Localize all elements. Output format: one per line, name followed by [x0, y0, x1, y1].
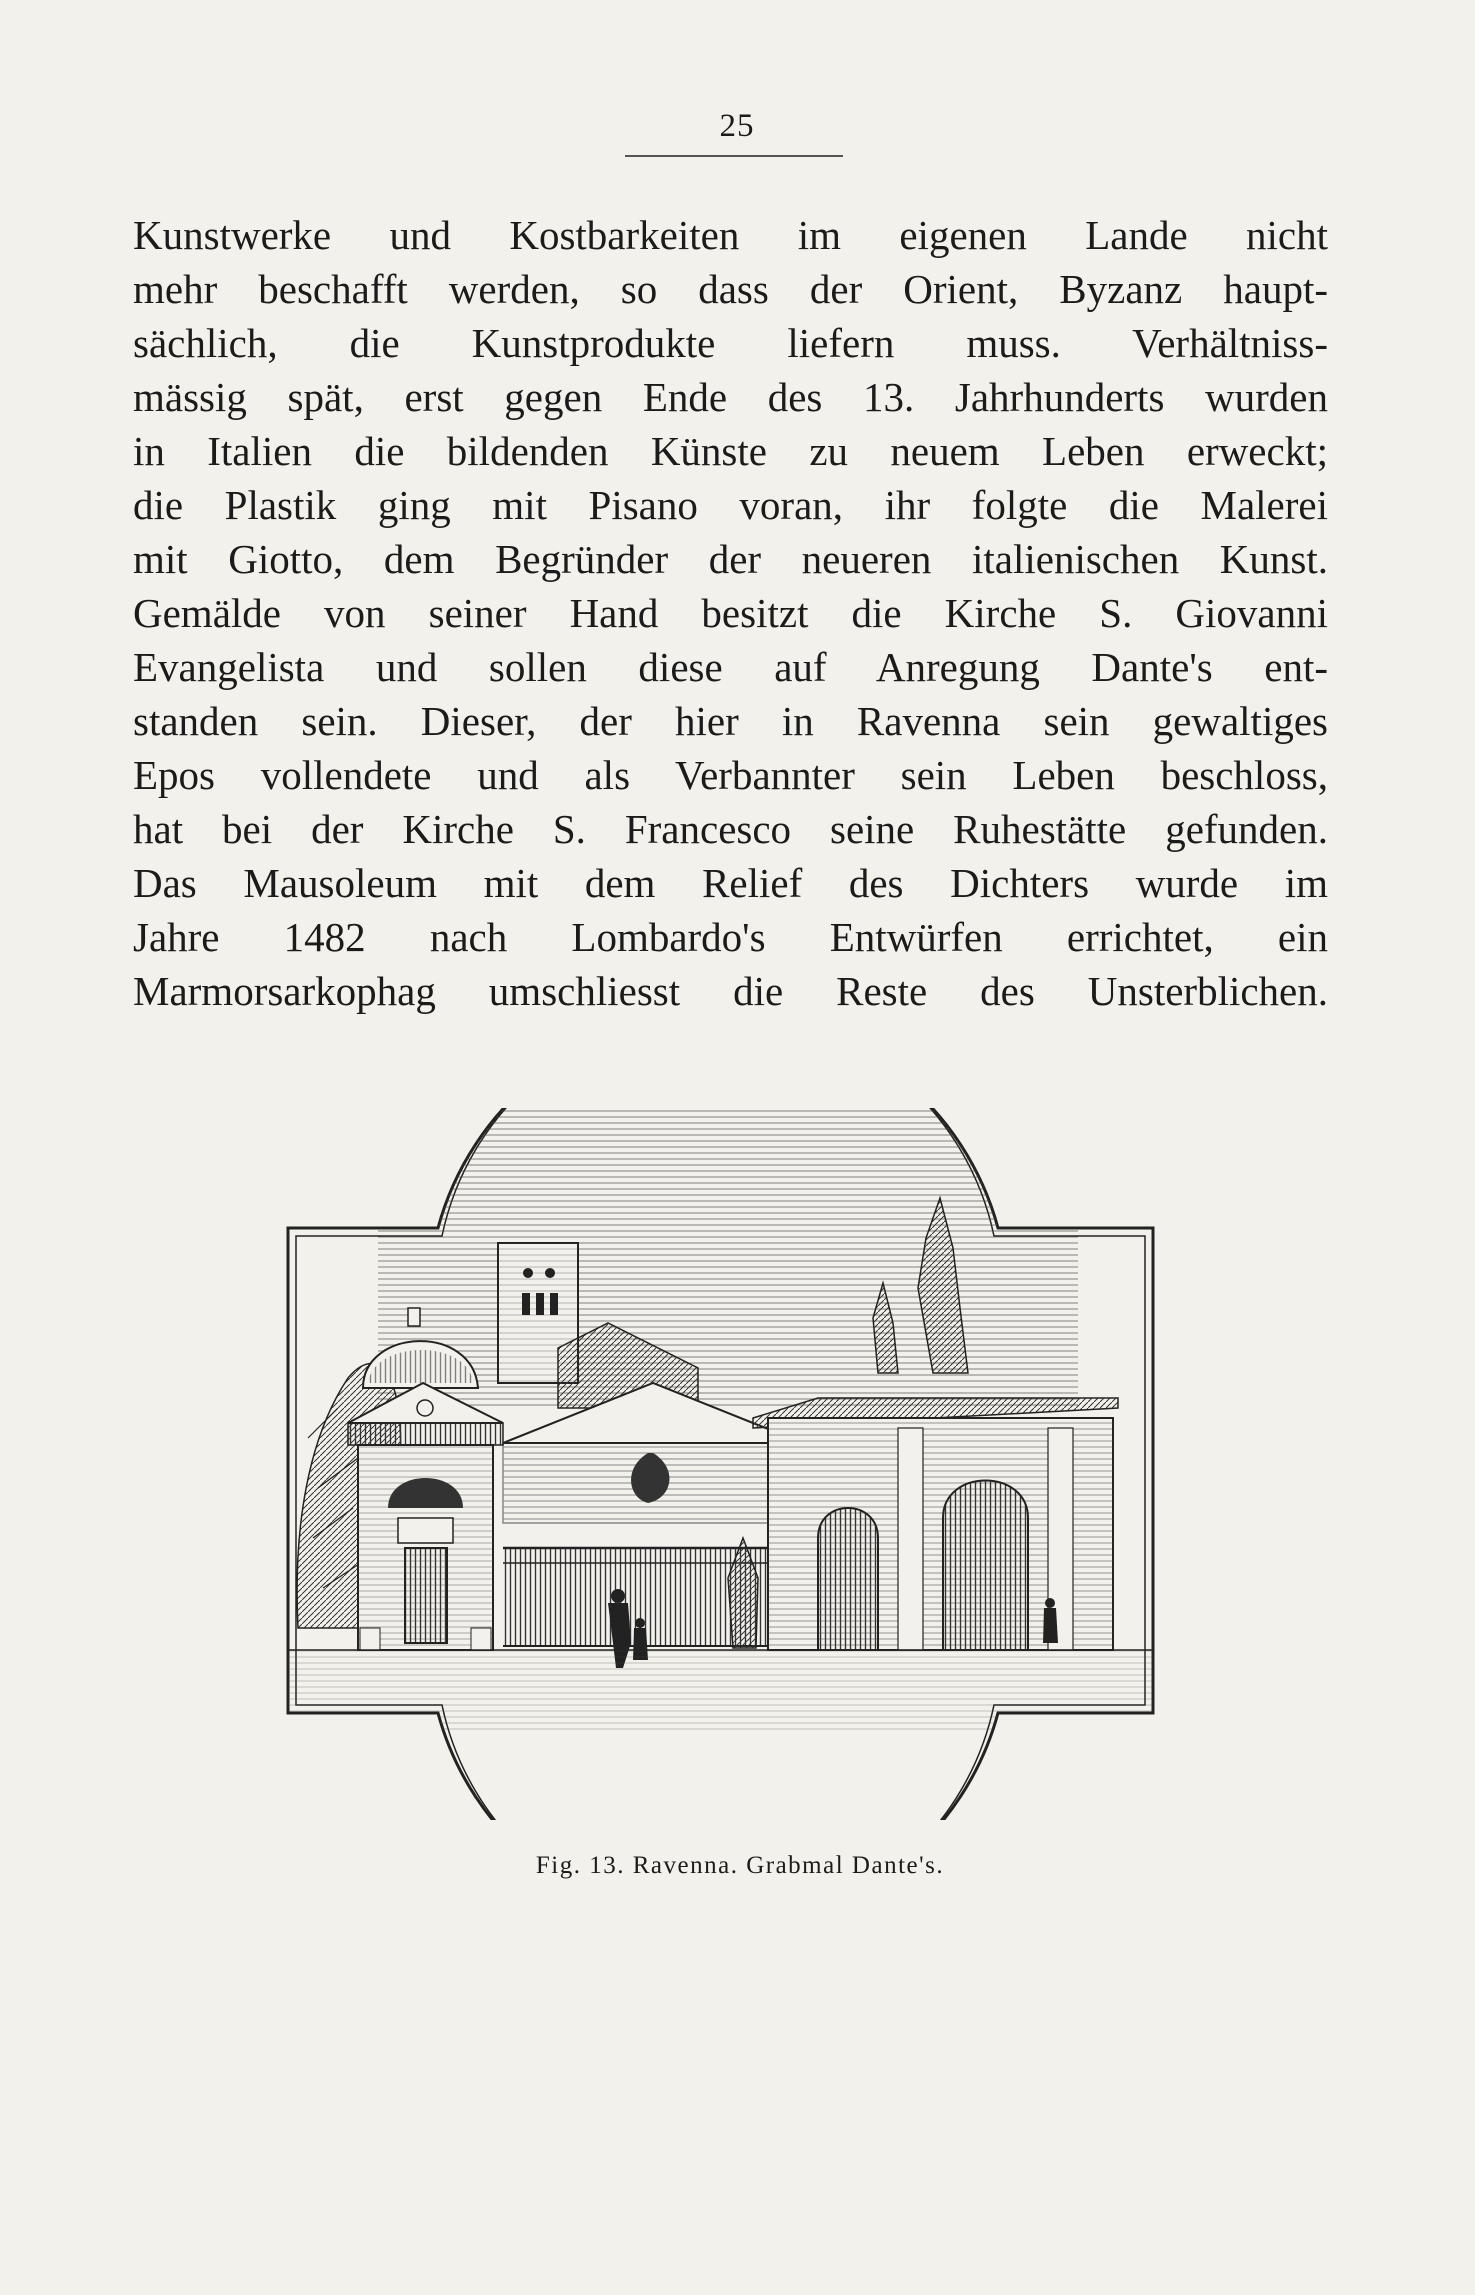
text-line: mit Giotto, dem Begründer der neueren italienischen Kunst.: [133, 536, 1328, 582]
text-line: Marmorsarkophag umschliesst die Reste des Unsterblichen.: [133, 968, 1328, 1014]
text-line: Das Mausoleum mit dem Relief des Dichters wurde im: [133, 860, 1328, 906]
text-line: Jahre 1482 nach Lombardo's Entwürfen errichtet, ein: [133, 914, 1328, 960]
text-line: mehr beschafft werden, so dass der Orient, Byzanz haupt-: [133, 266, 1328, 312]
figure-caption: Fig. 13. Ravenna. Grabmal Dante's.: [535, 1852, 945, 1879]
text-line: Epos vollendete und als Verbannter sein Leben beschloss,: [133, 752, 1328, 798]
text-line: hat bei der Kirche S. Francesco seine Ruhestätte gefunden.: [133, 806, 1328, 852]
text-line: Kunstwerke und Kostbarkeiten im eigenen Lande nicht: [133, 212, 1328, 258]
text-line: mässig spät, erst gegen Ende des 13. Jahrhunderts wurden: [133, 374, 1328, 420]
page-number: 25: [719, 108, 755, 144]
text-line: Gemälde von seiner Hand besitzt die Kirche S. Giovanni: [133, 590, 1328, 636]
arcade: [753, 1398, 1118, 1650]
text-line: sächlich, die Kunstprodukte liefern muss. Verhältniss-: [133, 320, 1328, 366]
mausoleum: [348, 1383, 503, 1650]
text-line: in Italien die bildenden Künste zu neuem Leben erweckt;: [133, 428, 1328, 474]
body-text: [133, 208, 1328, 1018]
figure-illustration: [278, 1108, 1175, 1820]
text-line: standen sein. Dieser, der hier in Ravenna sein gewaltiges: [133, 698, 1328, 744]
page-number-rule: [625, 155, 843, 157]
text-line: Evangelista und sollen diese auf Anregung Dante's ent-: [133, 644, 1328, 690]
text-line: die Plastik ging mit Pisano voran, ihr folgte die Malerei: [133, 482, 1328, 528]
